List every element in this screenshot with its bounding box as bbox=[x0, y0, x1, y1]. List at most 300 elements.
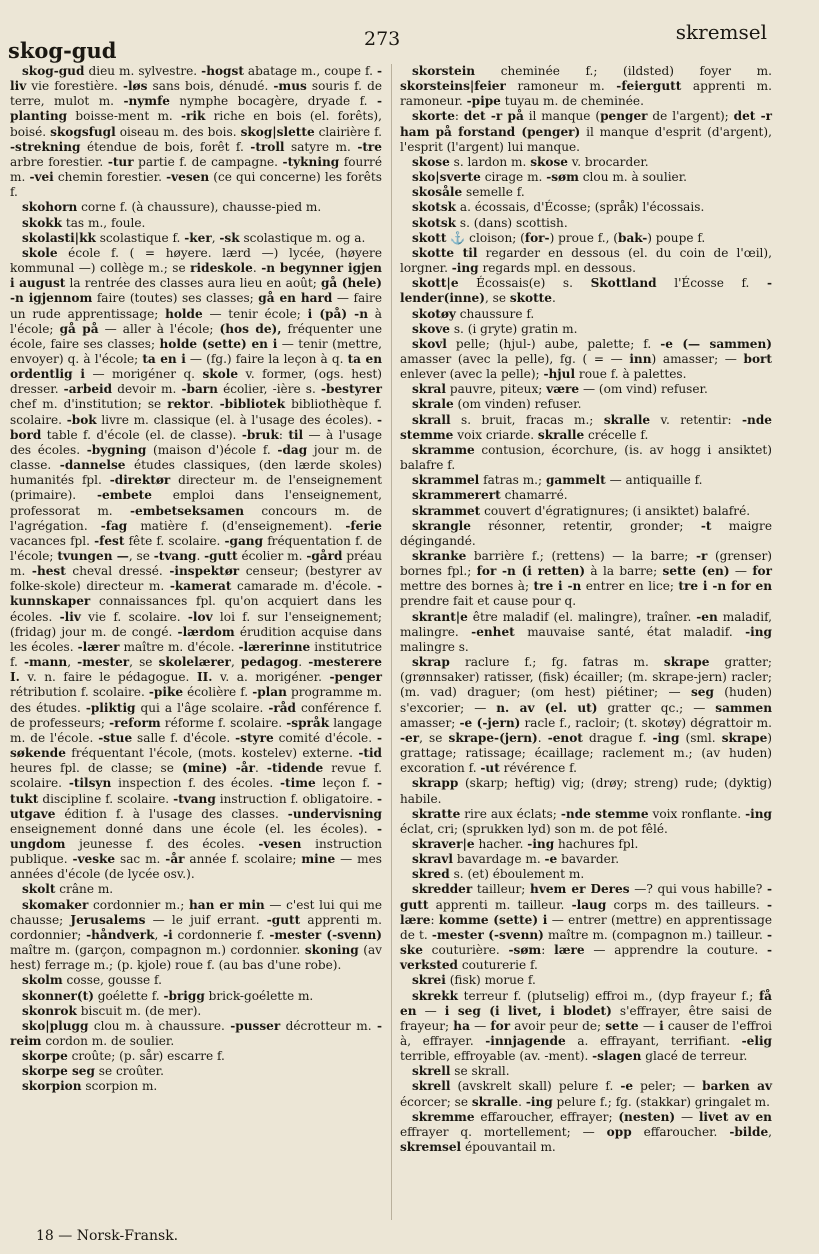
definition-text: (fisk) morue f. bbox=[445, 973, 536, 988]
headword: -troll bbox=[250, 139, 285, 154]
dictionary-entry bbox=[400, 473, 772, 488]
headword: skotte til bbox=[412, 245, 478, 260]
headword: komme (sette) i bbox=[438, 912, 548, 927]
headword: -i bbox=[163, 927, 173, 942]
definition-text: de l'argent); bbox=[647, 109, 734, 124]
definition-text: fatras m.; bbox=[479, 473, 546, 488]
headword: det -r ham på forstand (penger) bbox=[400, 109, 773, 139]
definition-text: : bbox=[278, 427, 289, 442]
definition-text: , se bbox=[419, 730, 449, 745]
definition-text: — le juif errant. bbox=[145, 912, 267, 927]
definition-text: — (om vind) refuser. bbox=[579, 382, 708, 397]
definition-text: (avskrelt skall) pelure f. bbox=[450, 1079, 621, 1094]
headword: skranke bbox=[412, 549, 467, 563]
column-divider bbox=[391, 64, 392, 1220]
headword: -elig bbox=[741, 1034, 772, 1048]
definition-text: v. a. morigéner. bbox=[212, 670, 330, 685]
headword: -embetseksamen bbox=[130, 503, 245, 518]
definition-text: couvert d'égratignures; (i ansiktet) balafré. bbox=[480, 503, 751, 518]
headword: skomaker bbox=[22, 897, 89, 912]
definition-text: éclat, cri; (sprukken lyd) son m. de pot fêlé. bbox=[400, 821, 668, 836]
definition-text: amasser (avec la pelle), fg. ( = — bbox=[400, 351, 630, 366]
dictionary-entry bbox=[400, 882, 772, 973]
dictionary-entry bbox=[400, 837, 772, 852]
definition-text: — tenir (mettre, envoyer) q. à l'école; bbox=[10, 336, 382, 366]
definition-text: faire (toutes) ses classes; bbox=[92, 291, 259, 306]
definition-text: — aller à l'école; bbox=[98, 321, 220, 336]
headword: hvem er Deres bbox=[530, 882, 630, 897]
headword: skolasti|kk bbox=[22, 230, 96, 245]
definition-text: jeunesse f. des écoles. bbox=[65, 836, 259, 851]
definition-text: — mes années d'école (de lycée osv.). bbox=[10, 852, 382, 882]
definition-text: langage m. de l'école. bbox=[10, 715, 383, 745]
definition-text: s. (i gryte) gratin m. bbox=[449, 321, 578, 336]
headword: -tvang bbox=[153, 549, 197, 563]
headword: sko|sverte bbox=[412, 170, 481, 185]
dictionary-entry bbox=[400, 382, 772, 397]
headword: -vei bbox=[29, 170, 54, 185]
headword: ha bbox=[453, 1018, 470, 1033]
headword: -pusser bbox=[230, 1018, 281, 1033]
definition-text: fête f. scolaire. bbox=[124, 533, 225, 548]
headword: -vesen bbox=[166, 170, 210, 185]
headword: gå på bbox=[59, 321, 99, 336]
headword: -mus bbox=[273, 79, 307, 94]
headword: inn bbox=[629, 351, 652, 366]
headword: -bilde bbox=[729, 1124, 769, 1139]
headword: -bygning bbox=[86, 442, 147, 457]
dictionary-entry bbox=[10, 1064, 382, 1079]
definition-text: chamarré. bbox=[500, 488, 568, 503]
definition-text: cosse, gousse f. bbox=[62, 973, 162, 988]
headword: skred bbox=[412, 867, 450, 882]
definition-text: effaroucher. bbox=[631, 1124, 730, 1139]
definition-text: clou m. à chaussure. bbox=[88, 1018, 231, 1033]
headword: -inspektør bbox=[169, 564, 240, 579]
headword: (mine) -år bbox=[181, 761, 255, 776]
definition-text: a. effrayant, terrifiant. bbox=[565, 1034, 742, 1048]
definition-text: érudition acquise dans les écoles. bbox=[10, 624, 383, 654]
headword: skotsk bbox=[412, 215, 457, 230]
dictionary-entry bbox=[400, 276, 772, 306]
dictionary-entry bbox=[400, 655, 772, 776]
definition-text: effaroucher, effrayer; bbox=[474, 1109, 619, 1124]
dictionary-entry bbox=[10, 200, 382, 215]
definition-text: (ce qui concerne) les forêts f. bbox=[10, 170, 382, 200]
definition-text: sac m. bbox=[115, 852, 166, 867]
headword: -undervisning bbox=[287, 806, 382, 821]
headword: -r bbox=[695, 549, 708, 563]
headword: skotsk bbox=[412, 200, 457, 215]
headword: skrant|e bbox=[412, 609, 468, 624]
headword: sko|plugg bbox=[22, 1018, 89, 1033]
definition-text: peler; — bbox=[633, 1079, 703, 1094]
definition-text: prendre fait et cause pour q. bbox=[400, 594, 577, 609]
definition-text: décrotteur m. bbox=[280, 1018, 377, 1033]
definition-text: il manque d'esprit (d'argent), l'esprit (l'argent) lui manque. bbox=[400, 124, 772, 154]
definition-text: : bbox=[454, 109, 464, 124]
definition-text: v. former, (ogs. hest) dresser. bbox=[10, 367, 382, 397]
headword: -mester bbox=[77, 655, 130, 670]
headword: n. av (el. ut) bbox=[496, 700, 598, 715]
definition-text: semelle f. bbox=[462, 185, 525, 200]
definition-text: , bbox=[67, 655, 78, 670]
definition-text: résonner, retentir, gronder; bbox=[470, 518, 701, 533]
definition-text: s. bruit, fracas m.; bbox=[450, 412, 604, 427]
definition-text: ) poupe f. bbox=[647, 230, 706, 245]
headword: skotte bbox=[509, 291, 552, 306]
headword: for bbox=[752, 564, 772, 579]
headword: -tidende bbox=[266, 761, 324, 776]
headword: skravl bbox=[412, 852, 454, 867]
definition-text: s'effrayer, être saisi de frayeur; bbox=[400, 1003, 772, 1033]
headword: gå (hele) -n igjennom bbox=[10, 276, 382, 306]
definition-text: — morigéner q. bbox=[85, 367, 203, 382]
definition-text: . bbox=[518, 1094, 526, 1109]
headword: skohorn bbox=[22, 200, 78, 215]
headword: -søm bbox=[508, 943, 542, 958]
headword: skotøy bbox=[412, 306, 456, 321]
headword: i seg (i livet, i blodet) bbox=[444, 1003, 612, 1018]
definition-text: année f. scolaire; bbox=[184, 852, 302, 867]
headword: -bruk bbox=[241, 427, 279, 442]
dictionary-entry bbox=[400, 64, 772, 109]
headword: -mesterere bbox=[308, 655, 382, 670]
headword: -pipe bbox=[466, 94, 501, 109]
dictionary-entry bbox=[400, 610, 772, 655]
headword: I. bbox=[10, 670, 20, 685]
definition-text: enseignement donné dans une école (el. les écoles). bbox=[10, 821, 377, 836]
headword: skokk bbox=[22, 215, 63, 230]
definition-text: —? qui vous habille? bbox=[629, 882, 767, 897]
definition-text: clou m. à soulier. bbox=[578, 170, 688, 185]
headword: -ing bbox=[451, 261, 479, 276]
dictionary-entry bbox=[400, 776, 772, 806]
definition-text: scolastique m. og a. bbox=[239, 230, 366, 245]
definition-text: contusion, écorchure, (is. av hogg i ansiktet) balafre f. bbox=[400, 442, 772, 473]
definition-text: (maison d')école f. bbox=[146, 442, 278, 457]
definition-text: . bbox=[196, 549, 205, 563]
dictionary-entry bbox=[400, 231, 772, 246]
definition-text: maître m. d'école. bbox=[119, 639, 239, 654]
definition-text: — bbox=[416, 1003, 445, 1018]
definition-text: tuyau m. de cheminée. bbox=[500, 94, 644, 109]
definition-text: livre m. classique (el. à l'usage des écoles). bbox=[96, 412, 377, 427]
headword: gå en hard bbox=[258, 291, 333, 306]
definition-text: cordonnerie f. bbox=[172, 927, 270, 942]
definition-text: emploi dans l'enseignement, professorat m. bbox=[10, 488, 382, 518]
definition-text: ⚓ cloison; ( bbox=[446, 230, 525, 245]
definition-text: avoir peur de; bbox=[510, 1018, 606, 1033]
headword: tre i -n for en bbox=[678, 579, 772, 594]
definition-text: corps m. des tailleurs. bbox=[606, 897, 767, 912]
definition-text: l'Écosse f. bbox=[656, 276, 767, 291]
definition-text: croûte; (p. sår) escarre f. bbox=[67, 1049, 225, 1064]
definition-text: réforme f. scolaire. bbox=[160, 715, 287, 730]
definition-text: études classiques, (den lærde skoles) humanités fpl. bbox=[10, 458, 382, 488]
definition-text: . bbox=[254, 761, 267, 776]
headword: -gutt bbox=[266, 912, 301, 927]
definition-text: conférence f. de professeurs; bbox=[10, 700, 382, 730]
definition-text: mettre des bornes à; bbox=[400, 579, 534, 594]
dictionary-entry bbox=[400, 1079, 772, 1109]
headword: -vesen bbox=[258, 836, 302, 851]
dictionary-entry bbox=[400, 246, 772, 276]
header-last-word: skremsel bbox=[675, 20, 767, 44]
headword: skole bbox=[22, 245, 58, 260]
definition-text: voix ronflante. bbox=[648, 806, 746, 821]
headword: -ing bbox=[745, 806, 772, 821]
definition-text: école f. ( = høyere. lærd —) lycée, (høyere kommunal —) collège m.; se bbox=[10, 245, 382, 276]
definition-text: — c'est lui qui me chausse; bbox=[10, 897, 382, 927]
headword: skorpion bbox=[22, 1079, 82, 1094]
headword: -pike bbox=[148, 685, 184, 700]
headword: skralle bbox=[471, 1094, 519, 1109]
headword: -nde stemme bbox=[560, 806, 649, 821]
headword: -hogst bbox=[201, 64, 244, 78]
definition-text: leçon f. bbox=[315, 776, 377, 791]
definition-text: maître m. (garçon, compagnon m.) cordonnier. bbox=[10, 943, 305, 958]
headword: -liv bbox=[59, 609, 81, 624]
headword: skrap bbox=[412, 655, 450, 670]
definition-text: . bbox=[551, 291, 556, 306]
headword: skorpe seg bbox=[22, 1064, 95, 1079]
headword: for bbox=[490, 1018, 511, 1033]
definition-text: voix criarde. bbox=[453, 427, 538, 442]
headword: -bibliotek bbox=[219, 397, 286, 412]
definition-text: — tenir école; bbox=[202, 306, 308, 321]
definition-text: partie f. de campagne. bbox=[133, 154, 283, 169]
headword: -sk bbox=[219, 230, 240, 245]
headword: Jerusalems bbox=[70, 912, 146, 927]
definition-text: (huden) s'excorier; — bbox=[400, 685, 773, 715]
dictionary-entry bbox=[10, 1019, 382, 1049]
definition-text: écorcer; se bbox=[400, 1094, 472, 1109]
dictionary-entry bbox=[10, 216, 382, 231]
dictionary-entry bbox=[400, 1110, 772, 1155]
headword: -enhet bbox=[471, 624, 515, 639]
headword: -ut bbox=[480, 761, 500, 776]
definition-text: maigre dégingandé. bbox=[400, 518, 772, 548]
headword: skrape bbox=[721, 730, 768, 745]
definition-text: crâne m. bbox=[55, 882, 114, 897]
definition-text: concours m. de l'agrégation. bbox=[10, 503, 382, 533]
headword: skrangle bbox=[412, 518, 471, 533]
dictionary-entry bbox=[400, 488, 772, 503]
dictionary-entry bbox=[400, 170, 772, 185]
definition-text: glacé de terreur. bbox=[641, 1049, 748, 1064]
headword: skramme bbox=[412, 442, 475, 457]
headword: -pliktig bbox=[85, 700, 136, 715]
dictionary-entry bbox=[400, 216, 772, 231]
definition-text: programme m. des études. bbox=[10, 685, 382, 715]
definition-text: . bbox=[252, 261, 262, 276]
headword: skral bbox=[412, 382, 446, 397]
headword: -gård bbox=[306, 549, 343, 563]
definition-text: cheminée f.; (ildsted) foyer m. bbox=[475, 64, 772, 78]
definition-text: arbre forestier. bbox=[10, 154, 108, 169]
definition-text: rire aux éclats; bbox=[460, 806, 561, 821]
definition-text: : bbox=[430, 912, 439, 927]
headword: skolm bbox=[22, 973, 63, 988]
headword: -time bbox=[280, 776, 316, 791]
definition-text: , bbox=[768, 1124, 773, 1139]
headword: -plan bbox=[252, 685, 287, 700]
headword: -tilsyn bbox=[68, 776, 112, 791]
headword: gammelt bbox=[545, 473, 606, 488]
definition-text: hachures fpl. bbox=[554, 836, 639, 851]
headword: -liv bbox=[10, 64, 382, 94]
headword: -ing bbox=[527, 836, 555, 851]
headword: skog|slette bbox=[240, 124, 315, 139]
headword: skole bbox=[202, 367, 239, 382]
headword: -mester (-svenn) bbox=[269, 927, 382, 942]
printer-signature: 18 — Norsk-Fransk. bbox=[36, 1228, 179, 1244]
headword: være bbox=[546, 382, 580, 397]
headword: skralle bbox=[603, 412, 651, 427]
definition-text: amasser; bbox=[400, 715, 460, 730]
definition-text: barrière f.; (rettens) — la barre; bbox=[466, 549, 696, 563]
definition-text: être maladif (el. malingre), traîner. bbox=[467, 609, 697, 624]
headword: skorpe bbox=[22, 1049, 68, 1064]
headword: skrell bbox=[412, 1079, 451, 1094]
definition-text: s. (dans) scottish. bbox=[456, 215, 568, 230]
definition-text: — entrer (mettre) en apprentissage de t. bbox=[400, 912, 772, 942]
definition-text: abatage m., coupe f. bbox=[243, 64, 377, 78]
headword: tre i -n bbox=[533, 579, 582, 594]
definition-text: se croûter. bbox=[94, 1064, 164, 1079]
dictionary-entry bbox=[400, 185, 772, 200]
headword: i bbox=[659, 1018, 664, 1033]
headword: skose bbox=[412, 154, 450, 169]
headword: -mester (-svenn) bbox=[431, 927, 544, 942]
definition-text: , se bbox=[129, 655, 159, 670]
definition-text: terrible, effroyable (av. -ment). bbox=[400, 1049, 593, 1064]
headword: -arbeid bbox=[63, 382, 113, 397]
headword: -søkende bbox=[10, 730, 382, 761]
headword: det -r på bbox=[463, 109, 524, 124]
definition-text: inspection f. des écoles. bbox=[111, 776, 281, 791]
headword: -t bbox=[700, 518, 712, 533]
definition-text: racle f., racloir; (t. skotøy) dégrattoir m. bbox=[520, 715, 772, 730]
headword: rektor bbox=[167, 397, 210, 412]
dictionary-entry bbox=[400, 443, 772, 473]
definition-text: enlever (avec la pelle); bbox=[400, 367, 544, 382]
dictionary-entry bbox=[10, 1049, 382, 1064]
definition-text: chaussure f. bbox=[455, 306, 535, 321]
dictionary-entry bbox=[10, 231, 382, 246]
definition-text: . bbox=[298, 655, 309, 670]
definition-text: il manque ( bbox=[523, 109, 601, 124]
headword: skolt bbox=[22, 882, 56, 897]
definition-text: dieu m. sylvestre. bbox=[84, 64, 202, 78]
definition-text: — bbox=[638, 1018, 660, 1033]
definition-text: à l'école; bbox=[10, 306, 382, 336]
headword: skott bbox=[412, 230, 447, 245]
definition-text: mauvaise santé, état maladif. bbox=[514, 624, 746, 639]
headword: -feiergutt bbox=[616, 79, 682, 94]
headword: skraver|e bbox=[412, 836, 475, 851]
definition-text: pauvre, piteux; bbox=[446, 382, 547, 397]
right-column bbox=[400, 64, 772, 1155]
headword: -håndverk bbox=[86, 927, 155, 942]
headword: opp bbox=[606, 1124, 632, 1139]
definition-text: cordonnier m.; bbox=[88, 897, 189, 912]
dictionary-entry bbox=[10, 989, 382, 1004]
headword: lære bbox=[554, 943, 585, 958]
headword: -reform bbox=[109, 715, 161, 730]
definition-text: connaissances fpl. qu'on acquiert dans les écoles. bbox=[10, 594, 382, 624]
headword: skonrok bbox=[22, 1003, 77, 1018]
headword: -kamerat bbox=[169, 579, 232, 594]
headword: -bord bbox=[10, 412, 382, 442]
headword: for -n (i retten) bbox=[476, 564, 586, 579]
definition-text: bavardage m. bbox=[453, 852, 545, 867]
headword: -e bbox=[620, 1079, 634, 1094]
headword: -n begynner igjen i august bbox=[10, 261, 382, 291]
headword: skosåle bbox=[412, 185, 463, 200]
dictionary-entry bbox=[400, 109, 772, 154]
headword: få en bbox=[400, 988, 772, 1018]
definition-text: s. (et) éboulement m. bbox=[449, 867, 585, 882]
definition-text: matière f. (d'enseignement). bbox=[127, 518, 346, 533]
headword: II. bbox=[196, 670, 213, 685]
definition-text: à la barre; bbox=[585, 564, 663, 579]
headword: -lærdom bbox=[177, 624, 235, 639]
definition-text: raclure f.; fg. fatras m. bbox=[449, 655, 664, 670]
definition-text: — à l'usage des écoles. bbox=[10, 427, 382, 457]
headword: tvungen — bbox=[57, 549, 129, 563]
headword: skralle bbox=[537, 427, 585, 442]
definition-text: écolière f. bbox=[183, 685, 253, 700]
headword: skredder bbox=[412, 882, 473, 897]
headword: skremsel bbox=[400, 1140, 462, 1155]
definition-text: vacances fpl. bbox=[10, 533, 95, 548]
headword: skogsfugl bbox=[50, 124, 116, 139]
headword: skorsteins|feier bbox=[400, 79, 506, 94]
definition-text: , bbox=[230, 655, 241, 670]
definition-text: devoir m. bbox=[112, 382, 182, 397]
definition-text: roue f. à palettes. bbox=[575, 367, 687, 382]
definition-text: a. écossais, d'Écosse; (språk) l'écossais. bbox=[456, 200, 705, 215]
definition-text: table f. d'école (el. de classe). bbox=[41, 427, 242, 442]
definition-text: chef m. d'institution; se bbox=[10, 397, 168, 412]
definition-text: — bbox=[469, 1018, 491, 1033]
headword: -lov bbox=[187, 609, 213, 624]
headword: -planting bbox=[10, 94, 382, 124]
dictionary-entry bbox=[400, 519, 772, 549]
headword: skolelærer bbox=[158, 655, 231, 670]
definition-text: chemin forestier. bbox=[53, 170, 167, 185]
definition-text: sans bois, dénudé. bbox=[147, 79, 274, 94]
dictionary-entry bbox=[10, 1004, 382, 1019]
definition-text: oiseau m. des bois. bbox=[115, 124, 241, 139]
definition-text: entrer en lice; bbox=[581, 579, 679, 594]
definition-text: — bbox=[675, 1109, 699, 1124]
dictionary-entry bbox=[10, 882, 382, 897]
dictionary-entry bbox=[400, 397, 772, 412]
definition-text: maître m. (compagnon m.) tailleur. bbox=[543, 927, 767, 942]
definition-text: loi f. sur l'enseignement; (fridag) jour m. de congé. bbox=[10, 609, 382, 639]
headword: skrammerert bbox=[412, 488, 501, 503]
definition-text: (sml. bbox=[679, 730, 722, 745]
dictionary-entry bbox=[400, 337, 772, 382]
headword: -hest bbox=[31, 564, 66, 579]
headword: -hjul bbox=[543, 367, 576, 382]
dictionary-entry bbox=[10, 898, 382, 974]
definition-text: révérence f. bbox=[499, 761, 577, 776]
headword: -gutt bbox=[400, 882, 772, 912]
